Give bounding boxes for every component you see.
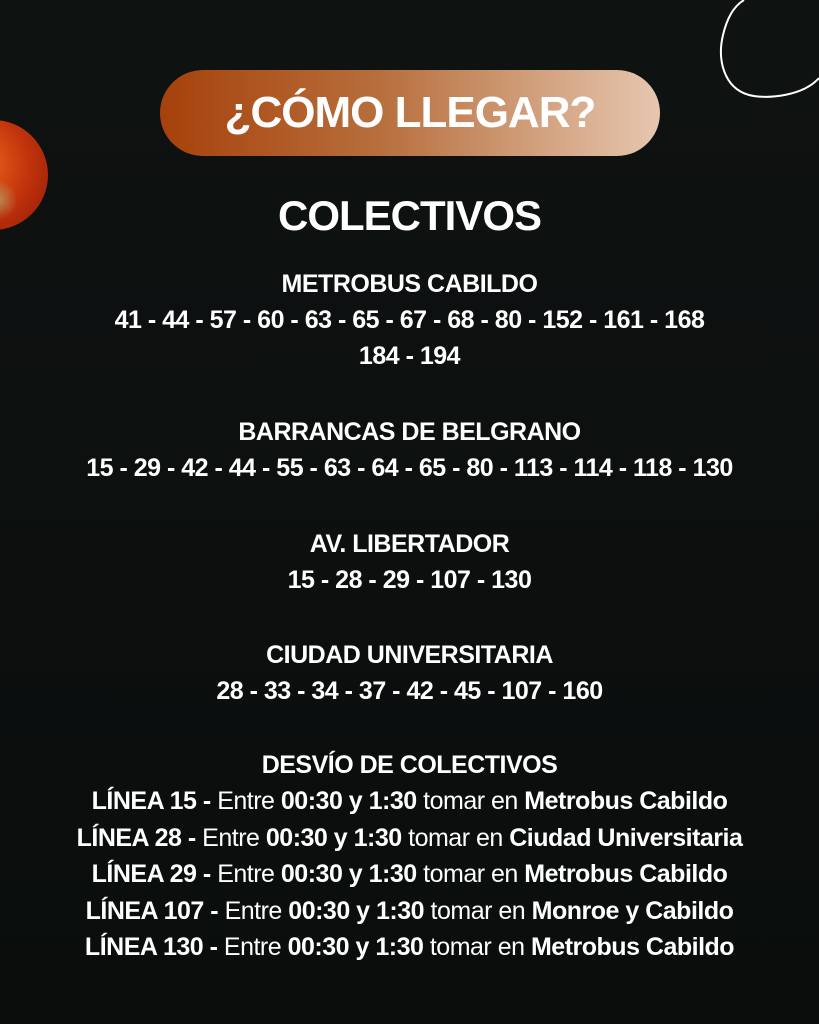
- section-barrancas-de-belgrano: [0, 414, 819, 486]
- section-detours: [0, 747, 819, 966]
- bus-lines: 28 - 33 - 34 - 37 - 42 - 45 - 107 - 160: [216, 677, 603, 705]
- detour-place: Ciudad Universitaria: [509, 823, 743, 852]
- detour-item: [0, 893, 819, 930]
- section-title: DESVÍO DE COLECTIVOS: [261, 751, 558, 779]
- section-av-libertador: [0, 526, 819, 598]
- detour-line-number: LÍNEA 15 -: [91, 787, 211, 815]
- bus-lines: 15 - 28 - 29 - 107 - 130: [287, 566, 532, 594]
- detour-place: Monroe y Cabildo: [531, 896, 734, 925]
- main-title: COLECTIVOS: [277, 192, 542, 239]
- section-title: METROBUS CABILDO: [281, 270, 538, 298]
- detour-place: Metrobus Cabildo: [524, 860, 728, 888]
- section-metrobus-cabildo: [0, 266, 819, 374]
- detour-between: Entre: [224, 896, 282, 925]
- detour-time: 00:30 y 1:30: [265, 823, 402, 852]
- detour-take: tomar en: [430, 896, 526, 925]
- section-title: BARRANCAS DE BELGRANO: [238, 418, 581, 446]
- bus-lines: 184 - 194: [358, 342, 461, 370]
- detour-time: 00:30 y 1:30: [280, 787, 417, 815]
- bus-lines: 41 - 44 - 57 - 60 - 63 - 65 - 67 - 68 - 80 - 152 - 161 - 168: [114, 306, 705, 334]
- detour-line-number: LÍNEA 130 -: [84, 933, 218, 961]
- detour-take: tomar en: [423, 860, 518, 888]
- detour-between: Entre: [217, 787, 275, 815]
- section-title: CIUDAD UNIVERSITARIA: [266, 641, 553, 669]
- detour-item: [0, 929, 819, 966]
- detour-line-number: LÍNEA 28 -: [76, 823, 196, 852]
- pill-title: ¿CÓMO LLEGAR?: [224, 88, 596, 137]
- detour-item: [0, 856, 819, 893]
- detour-time: 00:30 y 1:30: [288, 896, 425, 925]
- detour-item: [0, 783, 819, 820]
- detour-line-number: LÍNEA 107 -: [85, 896, 219, 925]
- detour-time: 00:30 y 1:30: [280, 860, 417, 888]
- bus-lines: 15 - 29 - 42 - 44 - 55 - 63 - 64 - 65 - 80 - 113 - 114 - 118 - 130: [86, 454, 733, 482]
- detour-take: tomar en: [423, 787, 518, 815]
- detour-take: tomar en: [429, 933, 525, 961]
- detour-place: Metrobus Cabildo: [524, 787, 728, 815]
- decorative-arc-outline: [709, 0, 819, 100]
- detour-item: [0, 820, 819, 857]
- detour-between: Entre: [202, 823, 260, 852]
- detour-line-number: LÍNEA 29 -: [91, 860, 211, 888]
- detour-between: Entre: [223, 933, 282, 961]
- title-pill: [160, 70, 660, 156]
- section-ciudad-universitaria: [0, 637, 819, 709]
- detour-take: tomar en: [408, 823, 503, 852]
- section-title: AV. LIBERTADOR: [309, 530, 510, 558]
- detour-time: 00:30 y 1:30: [287, 933, 424, 961]
- detour-place: Metrobus Cabildo: [530, 933, 735, 961]
- detour-between: Entre: [217, 860, 275, 888]
